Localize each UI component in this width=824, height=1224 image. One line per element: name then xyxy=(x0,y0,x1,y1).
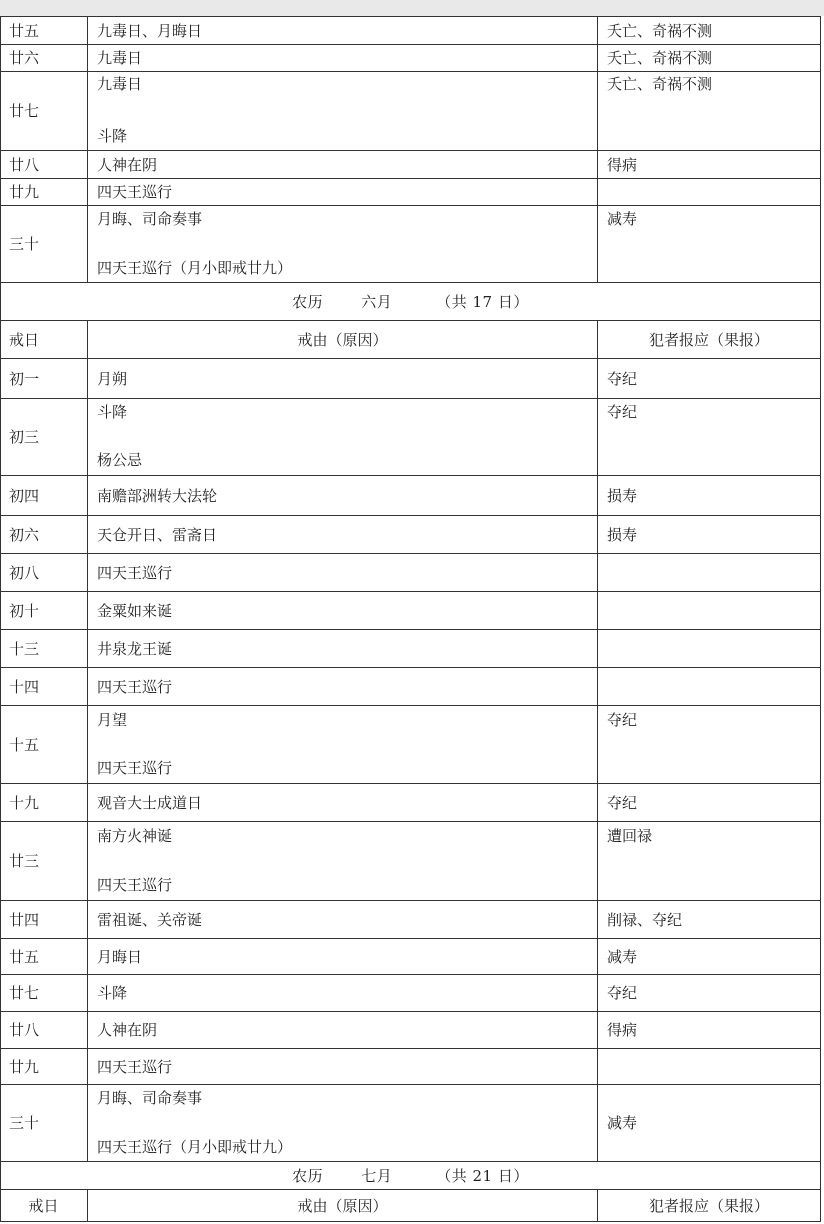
day-total: （共 17 日） xyxy=(436,292,529,311)
month-title-cell xyxy=(1,1162,821,1190)
result-cell: 得病 xyxy=(598,151,821,179)
result-cell xyxy=(598,1049,821,1085)
reason-cell: 四天王巡行 xyxy=(88,1049,598,1085)
reason-cell xyxy=(88,72,598,151)
result-cell: 夺纪 xyxy=(598,975,821,1012)
reason-cell: 人神在阴 xyxy=(88,151,598,179)
reason-cell: 天仓开日、雷斋日 xyxy=(88,516,598,554)
result-cell: 夭亡、奇祸不测 xyxy=(598,72,821,151)
day-cell: 廿四 xyxy=(1,901,88,939)
reason-cell xyxy=(88,706,598,784)
reason-line: 月望 xyxy=(97,711,128,729)
header-row xyxy=(1,1190,821,1222)
day-cell: 廿五 xyxy=(1,939,88,975)
table-row xyxy=(1,151,821,179)
table-row xyxy=(1,592,821,630)
table-row xyxy=(1,476,821,516)
reason-cell xyxy=(88,206,598,283)
reason-cell: 四天王巡行 xyxy=(88,668,598,706)
result-cell: 夺纪 xyxy=(598,399,821,476)
reason-cell: 九毒日、月晦日 xyxy=(88,17,598,45)
header-result: 犯者报应（果报） xyxy=(598,321,821,359)
day-cell: 十九 xyxy=(1,784,88,822)
reason-line: 月晦、司命奏事 xyxy=(97,210,203,228)
day-cell: 十五 xyxy=(1,706,88,784)
day-cell: 十四 xyxy=(1,668,88,706)
day-cell: 初一 xyxy=(1,359,88,399)
reason-line: 九毒日 xyxy=(97,75,143,93)
day-cell: 廿五 xyxy=(1,17,88,45)
header-day: 戒日 xyxy=(1,1190,88,1222)
result-cell: 削禄、夺纪 xyxy=(598,901,821,939)
day-cell: 廿八 xyxy=(1,1012,88,1049)
month-title-cell xyxy=(1,283,821,321)
table-row xyxy=(1,784,821,822)
result-cell: 减寿 xyxy=(598,206,821,283)
reason-line: 四天王巡行（月小即戒廿九） xyxy=(97,259,293,277)
table-row xyxy=(1,822,821,901)
reason-cell xyxy=(88,399,598,476)
result-cell: 损寿 xyxy=(598,476,821,516)
header-day: 戒日 xyxy=(1,321,88,359)
result-cell xyxy=(598,668,821,706)
day-cell: 初六 xyxy=(1,516,88,554)
result-cell xyxy=(598,179,821,206)
day-cell: 十三 xyxy=(1,630,88,668)
day-cell: 初三 xyxy=(1,399,88,476)
table-row xyxy=(1,706,821,784)
result-cell: 减寿 xyxy=(598,1085,821,1162)
header-reason: 戒由（原因） xyxy=(88,1190,598,1222)
result-cell: 夭亡、奇祸不测 xyxy=(598,45,821,72)
table-row xyxy=(1,975,821,1012)
reason-cell: 四天王巡行 xyxy=(88,554,598,592)
table-row xyxy=(1,1049,821,1085)
reason-cell: 井泉龙王诞 xyxy=(88,630,598,668)
reason-line: 斗降 xyxy=(97,403,128,421)
reason-line: 月晦、司命奏事 xyxy=(97,1089,203,1107)
table-row xyxy=(1,554,821,592)
result-cell: 夺纪 xyxy=(598,359,821,399)
calendar-label: 农历 xyxy=(292,1166,324,1185)
reason-cell: 月朔 xyxy=(88,359,598,399)
result-cell: 减寿 xyxy=(598,939,821,975)
reason-cell: 斗降 xyxy=(88,975,598,1012)
reason-cell: 金粟如来诞 xyxy=(88,592,598,630)
day-cell: 廿九 xyxy=(1,179,88,206)
table-row xyxy=(1,359,821,399)
day-cell: 廿九 xyxy=(1,1049,88,1085)
calendar-label: 农历 xyxy=(292,292,324,311)
reason-line: 四天王巡行 xyxy=(97,876,173,894)
reason-line: 南方火神诞 xyxy=(97,827,173,845)
day-cell: 廿三 xyxy=(1,822,88,901)
day-cell: 廿七 xyxy=(1,975,88,1012)
day-cell: 廿七 xyxy=(1,72,88,151)
table-row xyxy=(1,1012,821,1049)
calendar-table xyxy=(0,16,821,1222)
reason-cell: 月晦日 xyxy=(88,939,598,975)
result-cell: 夺纪 xyxy=(598,706,821,784)
reason-cell xyxy=(88,822,598,901)
table-row xyxy=(1,17,821,45)
reason-cell: 雷祖诞、关帝诞 xyxy=(88,901,598,939)
reason-cell: 九毒日 xyxy=(88,45,598,72)
day-total: （共 21 日） xyxy=(436,1166,529,1185)
table-row xyxy=(1,72,821,151)
month-name: 六月 xyxy=(361,292,393,311)
month-title-july xyxy=(1,1162,821,1190)
table-row xyxy=(1,516,821,554)
day-cell: 廿八 xyxy=(1,151,88,179)
day-cell: 三十 xyxy=(1,1085,88,1162)
result-cell xyxy=(598,592,821,630)
table-row xyxy=(1,1085,821,1162)
reason-cell: 人神在阴 xyxy=(88,1012,598,1049)
header-reason: 戒由（原因） xyxy=(88,321,598,359)
result-cell: 损寿 xyxy=(598,516,821,554)
reason-line: 四天王巡行（月小即戒廿九） xyxy=(97,1138,293,1156)
table-row xyxy=(1,939,821,975)
month-title-june xyxy=(1,283,821,321)
result-cell: 得病 xyxy=(598,1012,821,1049)
month-name: 七月 xyxy=(361,1166,393,1185)
reason-cell: 四天王巡行 xyxy=(88,179,598,206)
table-row xyxy=(1,901,821,939)
reason-cell: 南赡部洲转大法轮 xyxy=(88,476,598,516)
header-row xyxy=(1,321,821,359)
reason-line: 斗降 xyxy=(97,127,128,145)
table-row xyxy=(1,630,821,668)
day-cell: 初八 xyxy=(1,554,88,592)
table-row xyxy=(1,399,821,476)
day-cell: 初四 xyxy=(1,476,88,516)
top-strip xyxy=(0,0,824,16)
abstinence-calendar xyxy=(0,16,820,1222)
result-cell xyxy=(598,554,821,592)
result-cell: 夺纪 xyxy=(598,784,821,822)
day-cell: 廿六 xyxy=(1,45,88,72)
day-cell: 初十 xyxy=(1,592,88,630)
table-row xyxy=(1,206,821,283)
table-row xyxy=(1,179,821,206)
day-cell: 三十 xyxy=(1,206,88,283)
header-result: 犯者报应（果报） xyxy=(598,1190,821,1222)
reason-line: 杨公忌 xyxy=(97,451,143,469)
result-cell xyxy=(598,630,821,668)
table-row xyxy=(1,668,821,706)
table-row xyxy=(1,45,821,72)
reason-line: 四天王巡行 xyxy=(97,759,173,777)
result-cell: 遭回禄 xyxy=(598,822,821,901)
reason-cell xyxy=(88,1085,598,1162)
reason-cell: 观音大士成道日 xyxy=(88,784,598,822)
result-cell: 夭亡、奇祸不测 xyxy=(598,17,821,45)
